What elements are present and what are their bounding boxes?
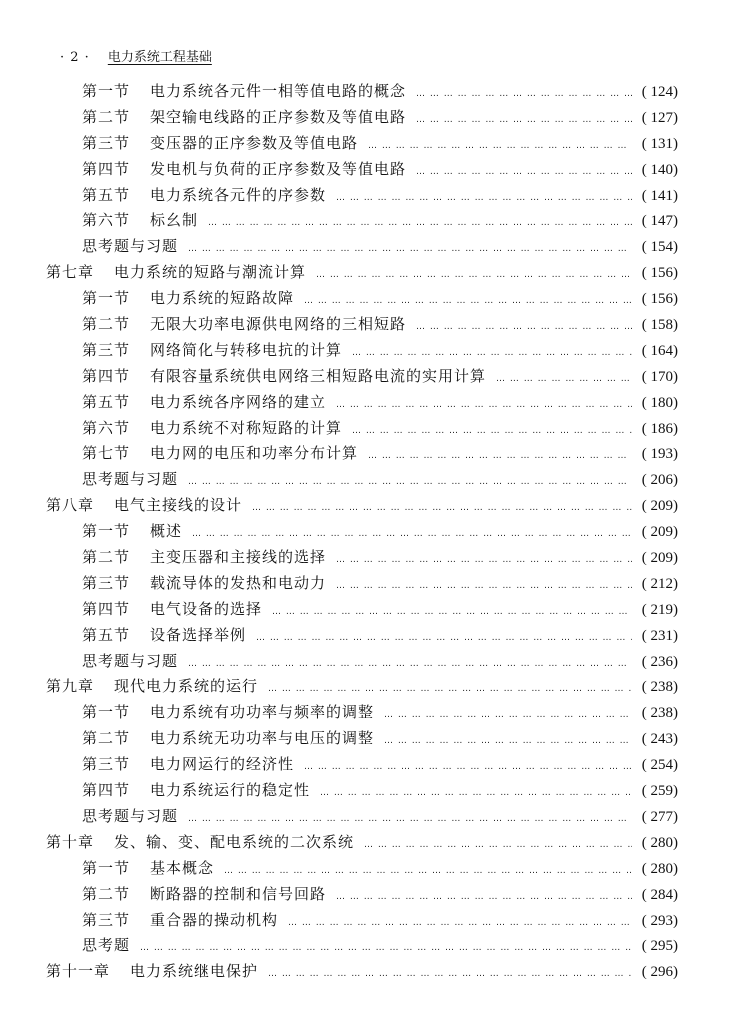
entry-title: 电气主接线的设计 <box>114 496 243 515</box>
page-number: · 2 · <box>60 50 90 65</box>
toc-section-entry <box>46 287 678 313</box>
entry-label: 第十一章 <box>46 962 111 981</box>
toc-chapter-entry <box>46 960 678 986</box>
entry-page-number: ( 164) <box>641 342 678 359</box>
dot-leader <box>188 244 632 254</box>
entry-page-number: ( 156) <box>641 265 678 282</box>
toc-section-entry <box>46 442 678 468</box>
entry-title: 概述 <box>150 522 183 541</box>
dot-leader <box>140 943 632 953</box>
toc-section-entry <box>46 80 678 106</box>
entry-title: 变压器的正序参数及等值电路 <box>150 133 359 152</box>
entry-title: 电力网的电压和功率分布计算 <box>150 444 359 463</box>
book-title: 电力系统工程基础 <box>107 50 212 65</box>
entry-page-number: ( 238) <box>641 679 678 696</box>
entry-title: 电力系统各元件的序参数 <box>150 185 327 204</box>
entry-title: 思考题与习题 <box>82 651 179 670</box>
entry-page-number: ( 193) <box>641 446 678 463</box>
toc-section-entry <box>46 727 678 753</box>
entry-page-number: ( 277) <box>641 808 678 825</box>
entry-title: 现代电力系统的运行 <box>114 677 259 696</box>
entry-title: 发、输、变、配电系统的二次系统 <box>114 832 355 851</box>
dot-leader <box>352 348 632 358</box>
dot-leader <box>384 736 632 746</box>
dot-leader <box>188 477 632 487</box>
dot-leader <box>336 892 632 902</box>
toc-section-entry <box>46 339 678 365</box>
toc-chapter-entry <box>46 831 678 857</box>
toc-section-entry <box>46 909 678 935</box>
entry-title: 思考题 <box>82 936 131 955</box>
toc-chapter-entry <box>46 494 678 520</box>
toc-section-entry <box>46 468 678 494</box>
entry-page-number: ( 212) <box>641 575 678 592</box>
entry-label: 第九章 <box>46 677 95 696</box>
toc-section-entry <box>46 546 678 572</box>
toc-section-entry <box>46 106 678 132</box>
table-of-contents <box>46 80 678 986</box>
dot-leader <box>188 814 632 824</box>
toc-section-entry <box>46 650 678 676</box>
entry-page-number: ( 141) <box>641 187 678 204</box>
entry-page-number: ( 254) <box>641 757 678 774</box>
entry-label: 第四节 <box>82 781 131 800</box>
toc-section-entry <box>46 598 678 624</box>
toc-section-entry <box>46 132 678 158</box>
toc-chapter-entry <box>46 675 678 701</box>
toc-section-entry <box>46 934 678 960</box>
entry-label: 第六节 <box>82 418 131 437</box>
entry-title: 电气设备的选择 <box>150 599 263 618</box>
entry-title: 主变压器和主接线的选择 <box>150 548 327 567</box>
entry-label: 第二节 <box>82 107 131 126</box>
entry-page-number: ( 236) <box>641 653 678 670</box>
toc-section-entry <box>46 235 678 261</box>
entry-title: 电力网运行的经济性 <box>150 755 295 774</box>
dot-leader <box>304 762 632 772</box>
entry-title: 重合器的操动机构 <box>150 910 279 929</box>
dot-leader <box>304 296 632 306</box>
entry-label: 第四节 <box>82 159 131 178</box>
toc-section-entry <box>46 857 678 883</box>
entry-label: 第二节 <box>82 315 131 334</box>
toc-section-entry <box>46 753 678 779</box>
entry-page-number: ( 219) <box>641 601 678 618</box>
dot-leader <box>320 788 632 798</box>
dot-leader <box>336 581 632 591</box>
entry-page-number: ( 280) <box>641 860 678 877</box>
entry-title: 思考题与习题 <box>82 470 179 489</box>
entry-label: 第五节 <box>82 185 131 204</box>
entry-title: 标幺制 <box>150 211 199 230</box>
entry-page-number: ( 180) <box>641 394 678 411</box>
dot-leader <box>192 529 632 539</box>
toc-section-entry <box>46 184 678 210</box>
entry-page-number: ( 284) <box>641 886 678 903</box>
entry-page-number: ( 170) <box>641 368 678 385</box>
entry-title: 电力系统的短路与潮流计算 <box>114 263 307 282</box>
toc-section-entry <box>46 365 678 391</box>
dot-leader <box>496 374 632 384</box>
entry-page-number: ( 295) <box>641 938 678 955</box>
entry-title: 电力系统不对称短路的计算 <box>150 418 343 437</box>
entry-title: 电力系统有功功率与频率的调整 <box>150 703 375 722</box>
entry-title: 基本概念 <box>150 858 215 877</box>
entry-label: 第四节 <box>82 599 131 618</box>
entry-title: 电力系统无功功率与电压的调整 <box>150 729 375 748</box>
entry-page-number: ( 238) <box>641 705 678 722</box>
entry-label: 第四节 <box>82 366 131 385</box>
entry-title: 设备选择举例 <box>150 625 247 644</box>
entry-title: 发电机与负荷的正序参数及等值电路 <box>150 159 407 178</box>
entry-title: 电力系统的短路故障 <box>150 289 295 308</box>
dot-leader <box>316 270 632 280</box>
entry-page-number: ( 209) <box>641 524 678 541</box>
entry-title: 电力系统各序网络的建立 <box>150 392 327 411</box>
running-header <box>60 46 212 65</box>
entry-page-number: ( 158) <box>641 317 678 334</box>
entry-title: 断路器的控制和信号回路 <box>150 884 327 903</box>
entry-title: 架空输电线路的正序参数及等值电路 <box>150 107 407 126</box>
toc-section-entry <box>46 391 678 417</box>
entry-label: 第三节 <box>82 573 131 592</box>
entry-page-number: ( 206) <box>641 472 678 489</box>
entry-label: 第十章 <box>46 832 95 851</box>
toc-section-entry <box>46 417 678 443</box>
dot-leader <box>272 607 632 617</box>
dot-leader <box>416 167 632 177</box>
entry-label: 第三节 <box>82 340 131 359</box>
dot-leader <box>336 400 632 410</box>
toc-section-entry <box>46 209 678 235</box>
entry-label: 第一节 <box>82 289 131 308</box>
dot-leader <box>288 918 632 928</box>
dot-leader <box>416 322 632 332</box>
dot-leader <box>268 969 632 979</box>
dot-leader <box>256 633 632 643</box>
entry-title: 思考题与习题 <box>82 237 179 256</box>
entry-title: 电力系统继电保护 <box>130 962 259 981</box>
dot-leader <box>336 555 632 565</box>
entry-label: 第三节 <box>82 133 131 152</box>
entry-title: 有限容量系统供电网络三相短路电流的实用计算 <box>150 366 487 385</box>
entry-page-number: ( 280) <box>641 834 678 851</box>
entry-page-number: ( 147) <box>641 213 678 230</box>
entry-label: 第二节 <box>82 884 131 903</box>
entry-label: 第五节 <box>82 625 131 644</box>
entry-title: 载流导体的发热和电动力 <box>150 573 327 592</box>
entry-page-number: ( 243) <box>641 731 678 748</box>
entry-page-number: ( 154) <box>641 239 678 256</box>
entry-page-number: ( 124) <box>641 84 678 100</box>
entry-page-number: ( 259) <box>641 783 678 800</box>
entry-title: 电力系统各元件一相等值电路的概念 <box>150 82 407 100</box>
entry-label: 第八章 <box>46 496 95 515</box>
entry-page-number: ( 293) <box>641 912 678 929</box>
toc-section-entry <box>46 158 678 184</box>
toc-section-entry <box>46 572 678 598</box>
entry-label: 第一节 <box>82 858 131 877</box>
entry-title: 无限大功率电源供电网络的三相短路 <box>150 315 407 334</box>
entry-page-number: ( 140) <box>641 161 678 178</box>
entry-page-number: ( 296) <box>641 964 678 981</box>
dot-leader <box>368 141 632 151</box>
entry-label: 第二节 <box>82 548 131 567</box>
entry-label: 第七章 <box>46 263 95 282</box>
entry-label: 第一节 <box>82 522 131 541</box>
entry-page-number: ( 186) <box>641 420 678 437</box>
dot-leader <box>352 426 632 436</box>
toc-section-entry <box>46 805 678 831</box>
entry-page-number: ( 156) <box>641 291 678 308</box>
toc-section-entry <box>46 779 678 805</box>
entry-label: 第三节 <box>82 755 131 774</box>
dot-leader <box>384 710 632 720</box>
toc-section-entry <box>46 313 678 339</box>
dot-leader <box>416 115 632 125</box>
entry-page-number: ( 127) <box>641 109 678 126</box>
dot-leader <box>252 503 632 513</box>
toc-section-entry <box>46 520 678 546</box>
dot-leader <box>268 684 632 694</box>
entry-label: 第二节 <box>82 729 131 748</box>
dot-leader <box>416 89 632 99</box>
entry-title: 思考题与习题 <box>82 806 179 825</box>
dot-leader <box>368 451 632 461</box>
entry-label: 第七节 <box>82 444 131 463</box>
entry-label: 第一节 <box>82 82 131 100</box>
toc-chapter-entry <box>46 261 678 287</box>
entry-page-number: ( 231) <box>641 627 678 644</box>
entry-title: 网络简化与转移电抗的计算 <box>150 340 343 359</box>
dot-leader <box>224 866 632 876</box>
dot-leader <box>336 193 632 203</box>
entry-page-number: ( 209) <box>641 550 678 567</box>
entry-label: 第六节 <box>82 211 131 230</box>
entry-label: 第一节 <box>82 703 131 722</box>
entry-label: 第三节 <box>82 910 131 929</box>
entry-label: 第五节 <box>82 392 131 411</box>
dot-leader <box>208 218 632 228</box>
dot-leader <box>188 659 632 669</box>
toc-section-entry <box>46 883 678 909</box>
entry-page-number: ( 131) <box>641 135 678 152</box>
dot-leader <box>364 840 632 850</box>
toc-section-entry <box>46 624 678 650</box>
entry-page-number: ( 209) <box>641 498 678 515</box>
toc-section-entry <box>46 701 678 727</box>
entry-title: 电力系统运行的稳定性 <box>150 781 311 800</box>
